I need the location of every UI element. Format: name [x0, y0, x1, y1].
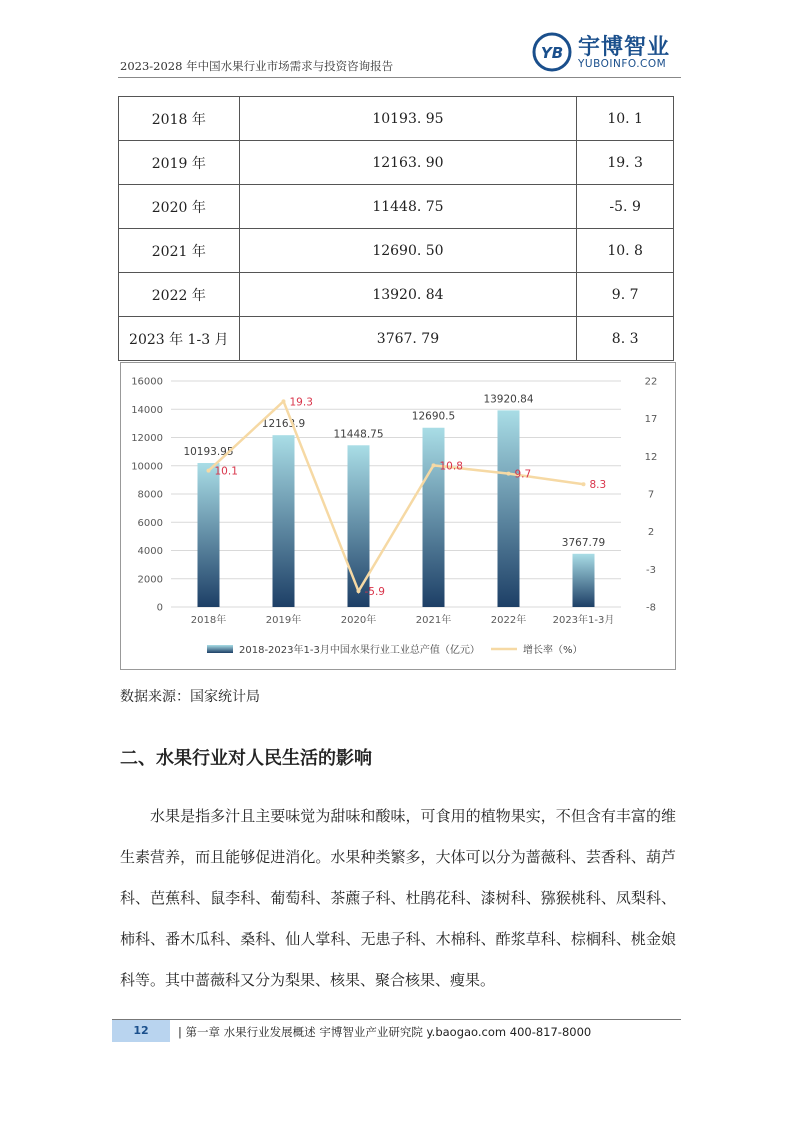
x-tick-label: 2022年: [490, 615, 527, 626]
y-left-tick-label: 10000: [131, 461, 163, 473]
body-paragraph-text: 水果是指多汁且主要味觉为甜味和酸味，可食用的植物果实，不但含有丰富的维生素营养，而且能够促进消化。水果种类繁多，大体可以分为蔷薇科、芸香科、葫芦科、芭蕉科、鼠李科、葡萄科、茶藨子科、杜鹃花科、漆树科、猕猴桃科、凤梨科、柿科、番木瓜科、桑科、仙人掌科、无患子科、木棉科、酢浆草科、棕榈科、桃金娘科等。其中蔷薇科又分为梨果、核果、聚合核果、瘦果。: [120, 807, 676, 989]
bar: [423, 428, 445, 607]
line-point: [357, 589, 361, 593]
bar: [498, 410, 520, 607]
header-divider: [118, 77, 681, 78]
value-cell: 12163. 90: [239, 141, 577, 185]
value-cell: 11448. 75: [239, 185, 577, 229]
line-point: [282, 399, 286, 403]
data-source: 数据来源：国家统计局: [120, 689, 260, 705]
table-row: [119, 317, 674, 361]
report-title: 2023-2028 年中国水果行业市场需求与投资咨询报告: [120, 59, 394, 73]
year-cell: 2022 年: [119, 273, 240, 317]
year-cell: 2023 年 1-3 月: [119, 317, 240, 361]
section-title: 二、水果行业对人民生活的影响: [120, 748, 372, 769]
line-value-label: 10.1: [214, 465, 238, 478]
y-right-tick-label: 2: [647, 527, 655, 539]
y-right-tick-label: -8: [646, 602, 656, 614]
bar-value-label: 12690.5: [411, 410, 456, 423]
bar-value-label: 13920.84: [483, 393, 534, 406]
footer-text: | 第一章 水果行业发展概述 宇博智业产业研究院 y.baogao.com 400-817-8000: [178, 1025, 592, 1039]
line-value-label: 10.8: [439, 460, 463, 473]
table-row: [119, 97, 674, 141]
bar-value-label: 3767.79: [561, 536, 606, 549]
x-tick-label: 2018年: [190, 615, 227, 626]
line-value-label: 9.7: [514, 468, 532, 481]
y-left-tick-label: 6000: [137, 517, 163, 529]
combo-chart: [121, 363, 675, 669]
x-tick-label: 2021年: [415, 615, 452, 626]
table-row: [119, 273, 674, 317]
table-row: [119, 141, 674, 185]
line-value-label: 19.3: [289, 396, 313, 409]
bar-value-label: 12163.9: [261, 418, 306, 431]
page-number: 12: [112, 1020, 170, 1042]
chart-container: [120, 362, 676, 670]
year-cell: 2020 年: [119, 185, 240, 229]
table-row: [119, 185, 674, 229]
svg-text:YB: YB: [540, 44, 564, 62]
bar-value-label: 11448.75: [333, 428, 384, 441]
growth-cell: 10. 8: [577, 229, 674, 273]
y-right-tick-label: -3: [646, 564, 656, 576]
bar: [198, 463, 220, 607]
growth-cell: 10. 1: [577, 97, 674, 141]
y-left-tick-label: 8000: [137, 489, 163, 501]
footer-divider: [112, 1019, 681, 1020]
x-tick-label: 2019年: [265, 615, 302, 626]
y-left-tick-label: 0: [156, 602, 163, 614]
growth-cell: 8. 3: [577, 317, 674, 361]
legend-bar-swatch: [207, 645, 233, 653]
line-point: [207, 469, 211, 473]
bar: [573, 554, 595, 607]
y-left-tick-label: 4000: [137, 546, 163, 557]
y-left-tick-label: 2000: [137, 574, 163, 586]
table-row: [119, 229, 674, 273]
line-point: [582, 482, 586, 486]
logo-text-en: YUBOINFO.COM: [578, 58, 667, 70]
y-left-tick-label: 14000: [131, 404, 163, 416]
y-right-tick-label: 12: [644, 451, 658, 463]
y-right-tick-label: 22: [644, 376, 658, 388]
value-cell: 12690. 50: [239, 229, 577, 273]
data-table: [118, 96, 674, 361]
y-right-tick-label: 17: [644, 414, 658, 426]
line-value-label: -5.9: [364, 586, 385, 599]
growth-cell: -5. 9: [577, 185, 674, 229]
year-cell: 2021 年: [119, 229, 240, 273]
value-cell: 10193. 95: [239, 97, 577, 141]
value-cell: 3767. 79: [239, 317, 577, 361]
growth-cell: 19. 3: [577, 141, 674, 185]
y-left-tick-label: 12000: [131, 433, 163, 444]
bar: [348, 445, 370, 607]
legend-line-label: 增长率（%）: [523, 645, 583, 656]
value-cell: 13920. 84: [239, 273, 577, 317]
line-point: [507, 472, 511, 476]
year-cell: 2019 年: [119, 141, 240, 185]
body-paragraph: [120, 796, 676, 1001]
line-point: [432, 463, 436, 467]
year-cell: 2018 年: [119, 97, 240, 141]
logo-text-cn: 宇博智业: [578, 35, 671, 60]
line-value-label: 8.3: [589, 479, 607, 492]
y-left-tick-label: 16000: [131, 376, 163, 388]
bar-value-label: 10193.95: [183, 446, 234, 459]
growth-cell: 9. 7: [577, 273, 674, 317]
x-tick-label: 2023年1-3月: [552, 615, 615, 626]
legend-bar-label: 2018-2023年1-3月中国水果行业工业总产值（亿元）: [239, 645, 480, 656]
y-right-tick-label: 7: [647, 489, 655, 501]
x-tick-label: 2020年: [340, 615, 377, 626]
bar: [273, 435, 295, 607]
